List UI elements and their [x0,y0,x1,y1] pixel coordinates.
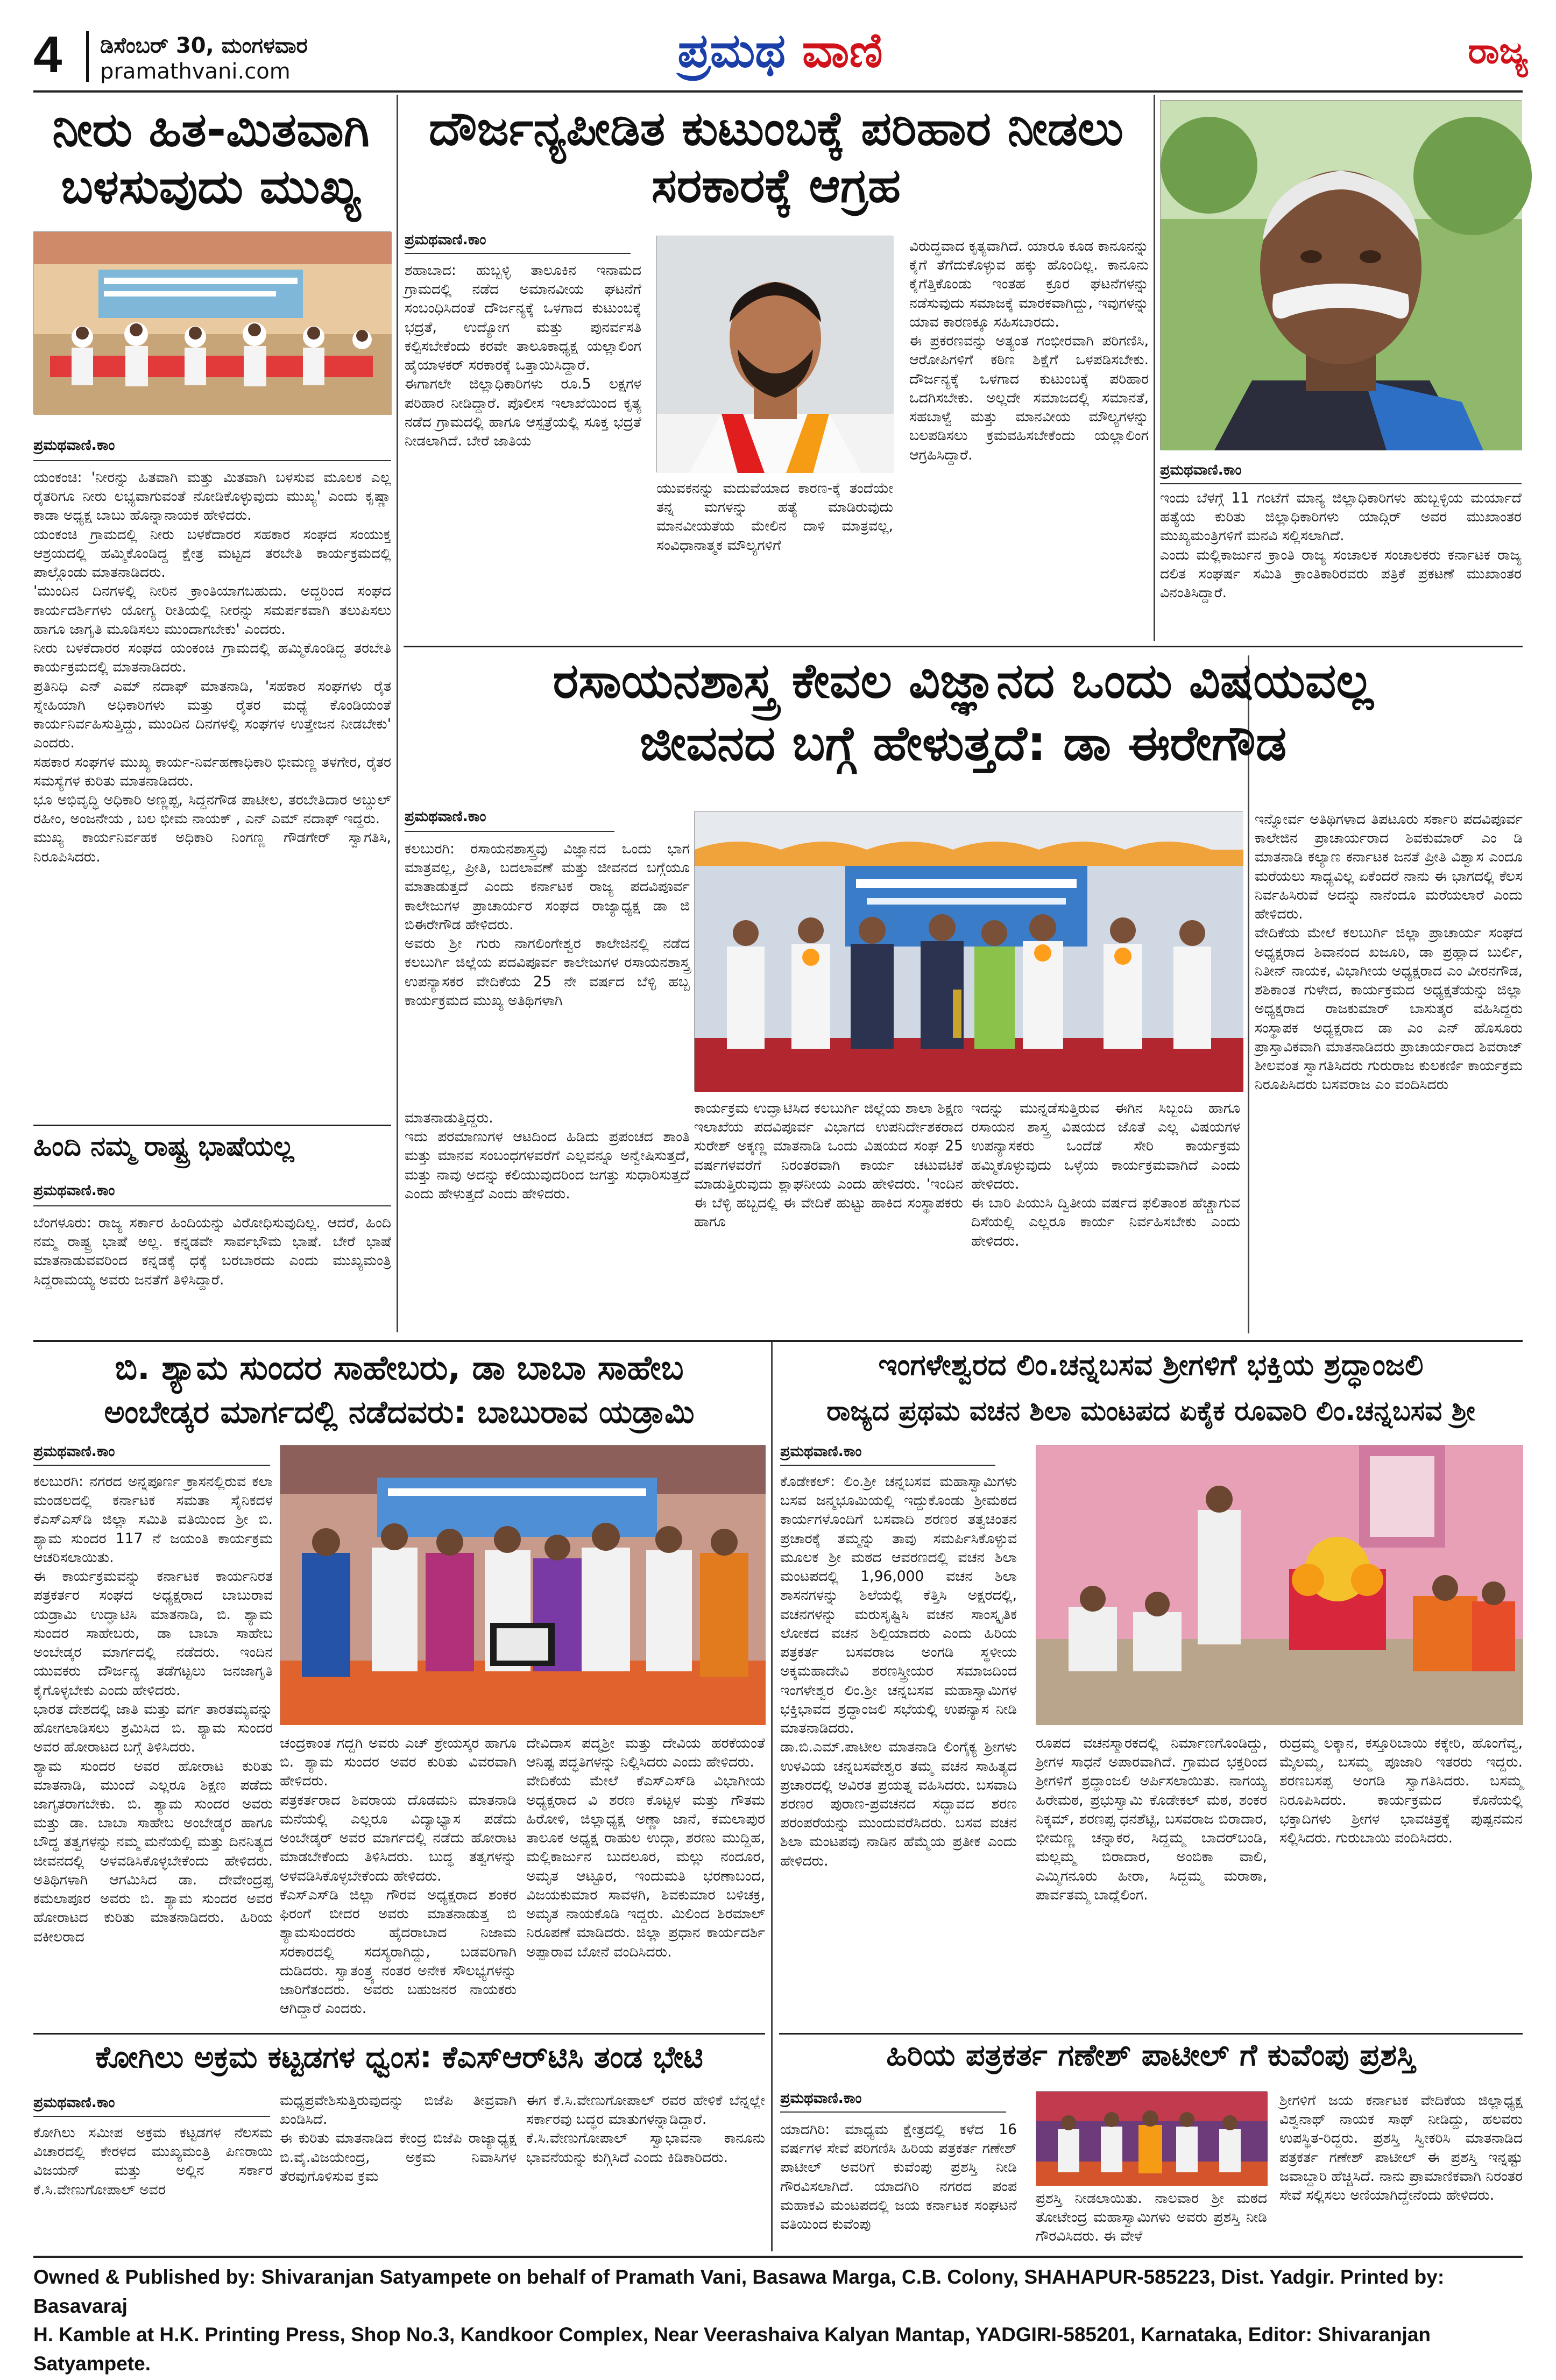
footer-imprint [33,2263,1523,2375]
chemistry-col3: ಇದನ್ನು ಮುನ್ನಡೆಸುತ್ತಿರುವ ಈಗಿನ ಸಿಬ್ಬಂದಿ ಹಾಗೂ ರಸಾಯನ ಶಾಸ್ತ್ರ ವಿಷಯದ ಜೊತೆ ಎಲ್ಲ ವಿಷಯಗಳ ಉಪನ್ಯಾಸಕರು ಒಂದೆಡೆ ಸೇರಿ ಕಾರ್ಯಕ್ರಮ ಹಮ್ಮಿಕೊಳ್ಳುವುದು ಒಳ್ಳೆಯ ಕಾರ್ಯಕ್ರಮವಾಗಿದೆ ಎಂದು ಹೇಳಿದರು. ಈ ಬಾರಿ ಪಿಯುಸಿ ದ್ವಿತೀಯ ವರ್ಷದ ಫಲಿತಾಂಶ ಹೆಚ್ಚಾಗುವ ದಿಸೆಯಲ್ಲಿ ಎಲ್ಲರೂ ಕಾರ್ಯ ನಿರ್ವಹಿಸಬೇಕು ಎಂದು ಹೇಳಿದರು. [971,1100,1240,1249]
hindi-headline: ಹಿಂದಿ ನಮ್ಮ ರಾಷ್ಟ್ರ ಭಾಷೆಯಲ್ಲ [33,1131,294,1162]
kogilu-col2: ಮಧ್ಯಪ್ರವೇಶಿಸುತ್ತಿರುವುದನ್ನು ಬಿಜೆಪಿ ತೀವ್ರವಾಗಿ ಖಂಡಿಸಿದೆ. ಈ ಕುರಿತು ಮಾತನಾಡಿದ ಕೇಂದ್ರ ಬಿಜೆಪಿ ರಾಜ್ಯಾಧ್ಯಕ್ಷ ಬಿ.ವೈ.ವಿಜಯೇಂದ್ರ, ಅಕ್ರಮ ನಿವಾಸಿಗಳ ತೆರವುಗೊಳಿಸುವ ಕ್ರಮ [280,2092,517,2185]
kogilu-col3: ಈಗ ಕೆ.ಸಿ.ವೇಣುಗೋಪಾಲ್ ರವರ ಹೇಳಿಕೆ ಬೆನ್ನಲ್ಲೇ ಸರ್ಕಾರವು ಬದ್ಧರ ಮಾತುಗಳನ್ನಾಡಿದ್ದಾರೆ. ಕೆ.ಸಿ.ವೇಣುಗೋಪಾಲ್ ಸ್ವಾಭಾವನಾ ಕಾನೂನು ಭಾವನೆಯನ್ನು ಕುಗ್ಗಿಸಿದೆ ಎಂದು ಕಿಡಿಕಾರಿದರು. [526,2092,765,2166]
channabasava-byline: ಪ್ರಮಥವಾಣಿ.ಕಾಂ [780,1443,862,1460]
water-headline: ನೀರು ಹಿತ-ಮಿತವಾಗಿ ಬಳಸುವುದು ಮುಖ್ಯ [52,102,370,214]
atrocity-headline: ದೌರ್ಜನ್ಯಪೀಡಿತ ಕುಟುಂಬಕ್ಕೆ ಪರಿಹಾರ ನೀಡಲು ಸರಕಾರಕ್ಕೆ ಆಗ್ರಹ [429,101,1123,213]
ganesh-headline: ಹಿರಿಯ ಪತ್ರಕರ್ತ ಗಣೇಶ್ ಪಾಟೀಲ್ ಗೆ ಕುವೆಂಪು ಪ್ರಶಸ್ತಿ [886,2038,1416,2073]
shyam-col1: ಕಲಬುರಗಿ: ನಗರದ ಅನ್ನಪೂರ್ಣ ಕ್ರಾಸನಲ್ಲಿರುವ ಕಲಾ ಮಂಡಲದಲ್ಲಿ ಕರ್ನಾಟಕ ಸಮತಾ ಸೈನಿಕದಳ ಕೆಎಸ್ಎಸ್‌ಡಿ ಜಿಲ್ಲಾ ಸಮಿತಿ ವತಿಯಿಂದ ಶ್ರೀ ಬಿ. ಶ್ಯಾಮ ಸುಂದರ 117 ನೆ ಜಯಂತಿ ಕಾರ್ಯಕ್ರಮ ಆಚರಿಸಲಾಯಿತು. ಈ ಕಾರ್ಯಕ್ರಮವನ್ನು ಕರ್ನಾಟಕ ಕಾರ್ಯನಿರತ ಪತ್ರಕರ್ತರ ಸಂಘದ ಅಧ್ಯಕ್ಷರಾದ ಬಾಬುರಾವ ಯಡ್ರಾಮಿ ಉದ್ಘಾಟಿಸಿ ಮಾತನಾಡಿ, ಬಿ. ಶ್ಯಾಮ ಸುಂದರ ಸಾಹೇಬರು, ಡಾ ಬಾಬಾ ಸಾಹೇಬ ಅಂಬೇಡ್ಕರ ಮಾರ್ಗದಲ್ಲಿ ನಡೆದರು. ಇಂದಿನ ಯುವಕರು ದೌರ್ಜನ್ಯ ತಡೆಗಟ್ಟಲು ಜನಜಾಗೃತಿ ಕೈಗೊಳ್ಳಬೇಕು ಎಂದು ಹೇಳಿದರು. ಭಾರತ ದೇಶದಲ್ಲಿ ಜಾತಿ ಮತ್ತು ವರ್ಗ ತಾರತಮ್ಯವನ್ನು ಹೋಗಲಾಡಿಸಲು ಶ್ರಮಿಸಿದ ಬಿ. ಶ್ಯಾಮ ಸುಂದರ ಅವರ ಹೋರಾಟದ ಬಗ್ಗೆ ತಿಳಿಸಿದರು. ಶ್ಯಾಮ ಸುಂದರ ಅವರ ಹೋರಾಟ ಕುರಿತು ಮಾತನಾಡಿ, ಮುಂದೆ ಎಲ್ಲರೂ ಶಿಕ್ಷಣ ಪಡೆದು ಜಾಗೃತರಾಗಬೇಕು. ಬಿ. ಶ್ಯಾಮ ಸುಂದರ ಅವರು ಮತ್ತು ಡಾ. ಬಾಬಾ ಸಾಹೇಬ ಅಂಬೇಡ್ಕರ ಹಾಗೂ ಬೌದ್ಧ ತತ್ವಗಳನ್ನು ನಮ್ಮ ಮನೆಯಲ್ಲಿ ಮತ್ತು ದಿನನಿತ್ಯದ ಜೀವನದಲ್ಲಿ ಅಳವಡಿಸಿಕೊಳ್ಳಬೇಕೆಂದು ಹೇಳಿದರು. ಅತಿಥಿಗಳಾಗಿ ಆಗಮಿಸಿದ ಡಾ. ದೇವೇಂದ್ರಪ್ಪ ಕಮಲಾಪೂರ ಅವರು ಬಿ. ಶ್ಯಾಮ ಸುಂದರ ಅವರ ಹೋರಾಟದ ಕುರಿತು ಮಾತನಾಡಿದರು. ಹಿರಿಯ ವಕೀಲರಾದ [33,1473,273,1945]
shyam-headline-line2: ಅಂಬೇಡ್ಕರ ಮಾರ್ಗದಲ್ಲಿ ನಡೆದವರು: ಬಾಬುರಾವ ಯಡ್ರಾಮಿ [104,1394,695,1430]
shyam-col3: ದೇವಿದಾಸ ಪದ್ಮಶ್ರೀ ಮತ್ತು ದೇವಿಯ ಹರಕೆಯಂತೆ ಆನಿಷ್ಟ ಪದ್ಧತಿಗಳನ್ನು ನಿಲ್ಲಿಸಿದರು ಎಂದು ಹೇಳಿದರು. ವೇದಿಕೆಯ ಮೇಲೆ ಕೆಎಸ್ಎಸ್‌ಡಿ ವಿಭಾಗೀಯ ಅಧ್ಯಕ್ಷರಾದ ವಿ ಶರಣ ಕೊಟ್ಟಳ ಮತ್ತು ಗೌತಮ ಹಿರೋಳಿ, ಜಿಲ್ಲಾಧ್ಯಕ್ಷ ಅಣ್ಣಾ ಜಾನೆ, ಕಮಲಾಪುರ ತಾಲೂಕ ಅಧ್ಯಕ್ಷ ರಾಹುಲ ಉದ್ಗಾ, ಶರಣು ಮುದ್ದಿಹ, ಮಲ್ಲಿಕಾರ್ಜುನ ಬುದಲೂರ, ಮಲ್ಲು ನಂದೂರ, ಅಮೃತ ಆಟ್ಟೂರ, ಇಂದುಮತಿ ಭರಣಾಬಂದ, ವಿಜಯಕುಮಾರ ಸಾವಳಗಿ, ಶಿವಕುಮಾರ ಬಳಿಚಕ್ರ, ಅಮೃತ ನಾಯಕೊಡಿ ಇದ್ದರು. ಮಿಲಿಂದ ಶಿರಮಾಲ್ ನಿರೂಪಣೆ ಮಾಡಿದರು. ಜಿಲ್ಲಾ ಪ್ರಧಾನ ಕಾರ್ಯದರ್ಶಿ ಅಪ್ಪಾರಾವ ಬೋನೆ ವಂದಿಸಿದರು. [526,1735,765,1960]
shyam-byline: ಪ್ರಮಥವಾಣಿ.ಕಾಂ [33,1443,115,1460]
channabasava-col1: ಕೊಡೇಕಲ್: ಲಿಂ.ಶ್ರೀ ಚನ್ನಬಸವ ಮಹಾಸ್ವಾಮಿಗಳು ಬಸವ ಜನ್ಮಭೂಮಿಯಲ್ಲಿ ಇದ್ದುಕೊಂಡು ಶ್ರೀಮಠದ ಕಾರ್ಯಗಳೊಂದಿಗೆ ಬಸವಾದಿ ಶರಣರ ತತ್ವಚಿಂತನ ಪ್ರಚಾರಕ್ಕೆ ತಮ್ಮನ್ನು ತಾವು ಸಮರ್ಪಿಸಿಕೊಳ್ಳುವ ಮೂಲಕ ಶ್ರೀ ಮಠದ ಆವರಣದಲ್ಲಿ ವಚನ ಶಿಲಾ ಮಂಟಪದಲ್ಲಿ 1,96,000 ವಚನ ಶಿಲಾ ಶಾಸನಗಳನ್ನು ಶಿಲೆಯಲ್ಲಿ ಕೆತ್ತಿಸಿ ಅಕ್ಷರದಲ್ಲಿ, ವಚನಗಳನ್ನು ಮರುಸೃಷ್ಟಿಸಿ ವಚನ ಸಾಂಸ್ಕೃತಿಕ ಲೋಕದ ವಚನ ಶಿಲ್ಪಿಯಾದರು ಎಂದು ಹಿರಿಯ ಪತ್ರಕರ್ತ ಬಸವರಾಜ ಅಂಗಡಿ ಸ್ಥಳೀಯ ಅಕ್ಕಮಹಾದೇವಿ ಶರಣಸ್ತ್ರೀಯರ ಸಮಾಜದಿಂದ ಇಂಗಳೇಶ್ವರ ಲಿಂ.ಶ್ರೀ ಚನ್ನಬಸವ ಮಹಾಸ್ವಾಮಿಗಳ ಭಕ್ತಿಭಾವದ ಶ್ರದ್ಧಾಂಜಲಿ ಸಭೆಯಲ್ಲಿ ಉಪನ್ಯಾಸ ನೀಡಿ ಮಾತನಾಡಿದರು. ಡಾ.ಬಿ.ಎಮ್.ಪಾಟೀಲ ಮಾತನಾಡಿ ಲಿಂಗೈಕ್ಯ ಶ್ರೀಗಳು ಉಳವಿಯ ಚನ್ನಬಸವೇಶ್ವರ ತಮ್ಮ ವಚನ ಸಾಹಿತ್ಯದ ಪ್ರಚಾರದಲ್ಲಿ ಅವಿರತ ಪ್ರಯತ್ನ ವಹಿಸಿದರು. ಬಸವಾದಿ ಶರಣರ ಪುರಾಣ-ಪ್ರವಚನದ ಸದ್ಭಾವದ ಶರಣ ಪರಂಪರೆಯನ್ನು ಮುಂದುವರೆಸಿದರು. ಬಸವ ವಚನ ಶಿಲಾ ಮಂಟಪವು ನಾಡಿನ ಹೆಮ್ಮೆಯ ಪ್ರತೀಕ ಎಂದು ಹೇಳಿದರು. [780,1473,1017,1869]
masthead-part1: ಪ್ರಮಥ [677,23,786,78]
atrocity-byline: ಪ್ರಮಥವಾಣಿ.ಕಾಂ [405,231,486,248]
shyam-col2: ಚಂದ್ರಕಾಂತ ಗದ್ದಗಿ ಅವರು ಎಚ್ ಶ್ರೇಯಸ್ಕರ ಹಾಗೂ ಬಿ. ಶ್ಯಾಮ ಸುಂದರ ಅವರ ಕುರಿತು ವಿವರವಾಗಿ ಹೇಳಿದರು. ಪತ್ರಕರ್ತರಾದ ಶಿವರಾಯ ದೊಡಮನಿ ಮಾತನಾಡಿ ಮನೆಯಲ್ಲಿ ಎಲ್ಲರೂ ವಿದ್ಯಾಭ್ಯಾಸ ಪಡೆದು ಅಂಬೇಡ್ಕರ್ ಅವರ ಮಾರ್ಗದಲ್ಲಿ ನಡೆದು ಹೋರಾಟ ಮಾಡಬೇಕೆಂದು ತಿಳಿಸಿದರು. ಬುದ್ಧ ತತ್ವಗಳನ್ನು ಅಳವಡಿಸಿಕೊಳ್ಳಬೇಕೆಂದು ಹೇಳಿದರು. ಕೆಎಸ್ಎಸ್‌ಡಿ ಜಿಲ್ಲಾ ಗೌರವ ಅಧ್ಯಕ್ಷರಾದ ಶಂಕರ ಫಿರಂಗೆ ಬೀದರ ಅವರು ಮಾತನಾಡುತ್ತ ಬಿ ಶ್ಯಾಮಸುಂದರರು ಹೈದರಾಬಾದ ನಿಜಾಮ ಸರಕಾರದಲ್ಲಿ ಸದಸ್ಯರಾಗಿದ್ದು, ಬಡವರಿಗಾಗಿ ದುಡಿದರು. ಸ್ವಾತಂತ್ರ್ಯ ನಂತರ ಅನೇಕ ಸೌಲಭ್ಯಗಳನ್ನು ಜಾರಿಗೆತಂದರು. ಅವರು ಬಹುಜನರ ನಾಯಕರು ಆಗಿದ್ದಾರೆ ಎಂದರು. [280,1735,517,2017]
ganesh-col3: ಶ್ರೀಗಳಿಗೆ ಜಯ ಕರ್ನಾಟಕ ವೇದಿಕೆಯ ಜಿಲ್ಲಾಧ್ಯಕ್ಷ ವಿಶ್ವನಾಥ್ ನಾಯಕ ಸಾಥ್ ನೀಡಿದ್ದು, ಹಲವರು ಉಪಸ್ಥಿತ-ರಿದ್ದರು. ಪ್ರಶಸ್ತಿ ಸ್ವೀಕರಿಸಿ ಮಾತನಾಡಿದ ಪತ್ರಕರ್ತ ಗಣೇಶ್ ಪಾಟೀಲ್ ಈ ಪ್ರಶಸ್ತಿ ಇನ್ನಷ್ಟು ಜವಾಬ್ದಾರಿ ಹೆಚ್ಚಿಸಿದೆ. ನಾನು ಪ್ರಾಮಾಣಿಕವಾಗಿ ನಿರಂತರ ಸೇವೆ ಸಲ್ಲಿಸಲು ಅಣಿಯಾಗಿದ್ದೇನೆಂದು ಹೇಳಿದರು. [1279,2092,1523,2204]
chemistry-col1b: ಮಾತನಾಡುತ್ತಿದ್ದರು. ಇದು ಪರಮಾಣುಗಳ ಆಟದಿಂದ ಹಿಡಿದು ಪ್ರಪಂಚದ ಶಾಂತಿ ಮತ್ತು ಮಾನವ ಸಂಬಂಧಗಳವರೆಗೆ ಎಲ್ಲವನ್ನೂ ಅನ್ವೇಷಿಸುತ್ತದೆ, ಮತ್ತು ನಾವು ಅದನ್ನು ಕಲಿಯುವುದರಿಂದ ಜಗತ್ತು ಸುಧಾರಿಸುತ್ತದೆ ಎಂದು ಹೇಳುತ್ತದೆ ಎಂದು ಹೇಳಿದರು. [405,1110,690,1202]
ganesh-award-photo [1036,2091,1267,2185]
kogilu-headline: ಕೋಗಿಲು ಅಕ್ರಮ ಕಟ್ಟಡಗಳ ಧ್ವಂಸ: ಕೆಎಸ್‌ಆರ್‌ಟಿಸಿ ತಂಡ ಭೇಟಿ [95,2040,703,2075]
header [0,0,1556,84]
kogilu-col1: ಕೋಗಿಲು ಸಮೀಪ ಅಕ್ರಮ ಕಟ್ಟಡಗಳ ನೆಲಸಮ ವಿಚಾರದಲ್ಲಿ ಕೇರಳದ ಮುಖ್ಯಮಂತ್ರಿ ಪಿಣರಾಯಿ ವಿಜಯನ್ ಮತ್ತು ಅಲ್ಲಿನ ಸರ್ಕಾರ ಕೆ.ಸಿ.ವೇಣುಗೋಪಾಲ್ ಅವರ [33,2124,273,2198]
atrocity-col2: ಯುವಕನನ್ನು ಮದುವೆಯಾದ ಕಾರಣ-ಕ್ಕೆ ತಂದೆಯೇ ತನ್ನ ಮಗಳನ್ನು ಹತ್ಯೆ ಮಾಡಿರುವುದು ಮಾನವೀಯತೆಯ ಮೇಲಿನ ದಾಳಿ ಮಾತ್ರವಲ್ಲ, ಸಂವಿಧಾನಾತ್ಮಕ ಮೌಲ್ಯಗಳಿಗೆ [656,480,893,554]
atrocity-portrait-photo [656,236,893,472]
ganesh-col2: ಪ್ರಶಸ್ತಿ ನೀಡಲಾಯಿತು. ನಾಲವಾರ ಶ್ರೀ ಮಠದ ತೋಟೇಂದ್ರ ಮಹಾಸ್ವಾಮಿಗಳು ಅವರು ಪ್ರಶಸ್ತಿ ನೀಡಿ ಗೌರವಿಸಿದರು. ಈ ವೇಳೆ [1036,2190,1267,2245]
hindi-body: ಬೆಂಗಳೂರು: ರಾಜ್ಯ ಸರ್ಕಾರ ಹಿಂದಿಯನ್ನು ವಿರೋಧಿಸುವುದಿಲ್ಲ. ಆದರೆ, ಹಿಂದಿ ನಮ್ಮ ರಾಷ್ಟ್ರ ಭಾಷೆ ಅಲ್ಲ. ಕನ್ನಡವೇ ಸಾರ್ವಭೌಮ ಭಾಷೆ. ಬೇರೆ ಭಾಷೆ ಮಾತನಾಡುವವರಿಂದ ಕನ್ನಡಕ್ಕೆ ಧಕ್ಕೆ ಬರಬಾರದು ಎಂದು ಮುಖ್ಯಮಂತ್ರಿ ಸಿದ್ದರಾಮಯ್ಯ ಅವರು ಜನತೆಗೆ ತಿಳಿಸಿದ್ದಾರೆ. [33,1214,391,1288]
ganesh-byline: ಪ್ರಮಥವಾಣಿ.ಕಾಂ [780,2090,862,2107]
channabasava-ceremony-photo [1036,1445,1523,1725]
elderly-man-photo [1160,100,1522,450]
masthead-logo [570,23,990,81]
portrait-byline: ಪ್ರಮಥವಾಣಿ.ಕಾಂ [1160,462,1242,478]
issue-date: ಡಿಸೆಂಬರ್ 30, ಮಂಗಳವಾರ [100,33,308,58]
channabasava-col3: ರುದ್ರಮ್ಮ ಲಕ್ಕಾನ, ಕಸ್ತೂರಿಬಾಯಿ ಕಕ್ಕೇರಿ, ಹೊಂಗೆವ್ವ, ಮೈಲಮ್ಮ, ಬಸಮ್ಮ ಪೂಜಾರಿ ಇತರರು ಇದ್ದರು. ಶರಣಬಸಪ್ಪ ಅಂಗಡಿ ಸ್ವಾಗತಿಸಿದರು. ಬಸಮ್ಮ ನಿರೂಪಿಸಿದರು. ಕಾರ್ಯಕ್ರಮದ ಕೊನೆಯಲ್ಲಿ ಭಕ್ತಾದಿಗಳು ಶ್ರೀಗಳ ಭಾವಚಿತ್ರಕ್ಕೆ ಪುಷ್ಪನಮನ ಸಲ್ಲಿಸಿದರು. ಗುರುಬಾಯಿ ವಂದಿಸಿದರು. [1279,1735,1523,1847]
chemistry-byline: ಪ್ರಮಥವಾಣಿ.ಕಾಂ [405,808,486,825]
atrocity-col1: ಶಹಾಬಾದ: ಹುಬ್ಬಳ್ಳಿ ತಾಲೂಕಿನ ಇನಾಮದ ಗ್ರಾಮದಲ್ಲಿ ನಡೆದ ಅಮಾನವೀಯ ಘಟನೆಗೆ ಸಂಬಂಧಿಸಿದಂತೆ ದೌರ್ಜನ್ಯಕ್ಕೆ ಒಳಗಾದ ಕುಟುಂಬಕ್ಕೆ ಭದ್ರತೆ, ಉದ್ಯೋಗ ಮತ್ತು ಪುನರ್ವಸತಿ ಕಲ್ಪಿಸಬೇಕೆಂದು ಕರವೇ ತಾಲೂಕಾಧ್ಯಕ್ಷ ಯಲ್ಲಾಲಿಂಗ ಹೈಯಾಳಕರ್ ಸರಕಾರಕ್ಕೆ ಒತ್ತಾಯಿಸಿದ್ದಾರೆ. ಈಗಾಗಲೇ ಜಿಲ್ಲಾಧಿಕಾರಿಗಳು ರೂ.5 ಲಕ್ಷಗಳ ಪರಿಹಾರ ನೀಡಿದ್ದಾರೆ. ಪೊಲೀಸ ಇಲಾಖೆಯಿಂದ ಕೃತ್ಯ ನಡೆದ ಗ್ರಾಮದಲ್ಲಿ ಹಾಗೂ ಆಸ್ಪತ್ರೆಯಲ್ಲಿ ಸೂಕ್ತ ಭದ್ರತೆ ನೀಡಲಾಗಿದೆ. ಬೇರೆ ಜಾತಿಯ [405,262,641,450]
masthead-part2: ವಾಣಿ [802,23,883,78]
chemistry-event-photo [694,811,1243,1091]
water-body: ಯಂಕಂಚಿ: 'ನೀರನ್ನು ಹಿತವಾಗಿ ಮತ್ತು ಮಿತವಾಗಿ ಬಳಸುವ ಮೂಲಕ ಎಲ್ಲ ರೈತರಿಗೂ ನೀರು ಲಭ್ಯವಾಗುವಂತೆ ನೋಡಿಕೊಳ್ಳುವುದು ಮುಖ್ಯ' ಎಂದು ಕೃಷ್ಣಾ ಕಾಡಾ ಅಧ್ಯಕ್ಷ ಬಾಬು ಹೊನ್ನಾನಾಯಕ ಹೇಳಿದರು. ಯಂಕಂಚಿ ಗ್ರಾಮದಲ್ಲಿ ನೀರು ಬಳಕೆದಾರರ ಸಹಕಾರ ಸಂಘದ ಸಂಯುಕ್ತ ಆಶ್ರಯದಲ್ಲಿ ಹಮ್ಮಿಕೊಂಡಿದ್ದ ಕ್ಷೇತ್ರ ಮಟ್ಟದ ತರಬೇತಿ ಕಾರ್ಯಕ್ರಮದಲ್ಲಿ ಪಾಲ್ಗೊಂಡು ಮಾತನಾಡಿದರು. 'ಮುಂದಿನ ದಿನಗಳಲ್ಲಿ ನೀರಿನ ಕ್ರಾಂತಿಯಾಗಬಹುದು. ಅದ್ದರಿಂದ ಸಂಘದ ಕಾರ್ಯದರ್ಶಿಗಳು ಯೋಗ್ಯ ರೀತಿಯಲ್ಲಿ ನೀರನ್ನು ಸಮರ್ಪಕವಾಗಿ ತಲುಪಿಸಲು ಹಾಗೂ ಜಾಗೃತಿ ಮೂಡಿಸಲು ಮುಂದಾಗಬೇಕು' ಎಂದರು. ನೀರು ಬಳಕೆದಾರರ ಸಂಘದ ಯಂಕಂಚಿ ಗ್ರಾಮದಲ್ಲಿ ಹಮ್ಮಿಕೊಂಡಿದ್ದ ತರಬೇತಿ ಕಾರ್ಯಕ್ರಮದಲ್ಲಿ ಮಾತನಾಡಿದರು. ಪ್ರತಿನಿಧಿ ಎನ್ ಎಮ್ ನದಾಫ್ ಮಾತನಾಡಿ, 'ಸಹಕಾರ ಸಂಘಗಳು ರೈತ ಸ್ನೇಹಿಯಾಗಿ ಅಧಿಕಾರಿಗಳು ಮತ್ತು ರೈತರ ಮಧ್ಯೆ ಕೊಂಡಿಯಂತೆ ಕಾರ್ಯನಿರ್ವಹಿಸುತ್ತಿದ್ದು, ಮುಂದಿನ ದಿನಗಳಲ್ಲಿ ಸಂಘಗಳ ಉತ್ತೇಜನ ನೀಡಬೇಕು' ಎಂದರು. ಸಹಕಾರ ಸಂಘಗಳ ಮುಖ್ಯ ಕಾರ್ಯ-ನಿರ್ವಹಣಾಧಿಕಾರಿ ಭೀಮಣ್ಣ ತಳಗೇರ, ರೈತರ ಸಮಸ್ಯೆಗಳ ಕುರಿತು ಮಾತನಾಡಿದರು. ಭೂ ಅಭಿವೃದ್ಧಿ ಅಧಿಕಾರಿ ಅಣ್ಣಪ್ಪ, ಸಿದ್ದನಗೌಡ ಪಾಟೀಲ, ತರಬೇತಿದಾರ ಅಬ್ದುಲ್ ರಹೀಂ, ಅಂಜನೇಯ , ಬಲ ಭೀಮ ನಾಯಕ್ , ಎನ್ ಎಮ್ ನದಾಫ್ ಇದ್ದರು. ಮುಖ್ಯ ಕಾರ್ಯನಿರ್ವಹಕ ಅಧಿಕಾರಿ ನಿಂಗಣ್ಣ ಗೌಡಗೇರ್ ಸ್ವಾಗತಿಸಿ, ನಿರೂಪಿಸಿದರು. [33,469,391,865]
kogilu-byline: ಪ್ರಮಥವಾಣಿ.ಕಾಂ [33,2094,115,2111]
channabasava-headline-line2: ರಾಜ್ಯದ ಪ್ರಥಮ ವಚನ ಶಿಲಾ ಮಂಟಪದ ಏಕೈಕ ರೂವಾರಿ ಲಿಂ.ಚನ್ನಬಸವ ಶ್ರೀ [826,1395,1475,1426]
page-number: 4 [33,26,62,83]
footer-line1: Owned & Published by: Shivaranjan Satyampete on behalf of Pramath Vani, Basawa Marga, C.B. Colony, SHAHAPUR-585223, Dist. Yadgir. Printed by: Basavaraj [33,2266,1445,2317]
portrait-body: ಇಂದು ಬೆಳಗ್ಗೆ 11 ಗಂಟೆಗೆ ಮಾನ್ಯ ಜಿಲ್ಲಾಧಿಕಾರಿಗಳು ಹುಬ್ಬಳ್ಳಿಯ ಮರ್ಯಾದೆ ಹತ್ಯೆಯ ಕುರಿತು ಜಿಲ್ಲಾಧಿಕಾರಿಗಳು ಯಾದ್ಗಿರ್ ಅವರ ಮುಖಾಂತರ ಮುಖ್ಯಮಂತ್ರಿಗಳಿಗೆ ಮನವಿ ಸಲ್ಲಿಸಲಾಗಿದೆ. ಎಂದು ಮಲ್ಲಿಕಾರ್ಜುನ ಕ್ರಾಂತಿ ರಾಜ್ಯ ಸಂಚಾಲಕ ಸಂಚಾಲಕರು ಕರ್ನಾಟಕ ರಾಜ್ಯ ದಲಿತ ಸಂಘರ್ಷ ಸಮಿತಿ ಕ್ರಾಂತಿಕಾರಿರವರು ಪತ್ರಿಕೆ ಪ್ರಕಟಣೆ ಮುಖಾಂತರ ವಿನಂತಿಸಿದ್ದಾರೆ. [1160,490,1522,602]
chemistry-col2: ಕಾರ್ಯಕ್ರಮ ಉದ್ಘಾಟಿಸಿದ ಕಲಬುರ್ಗಿ ಜಿಲ್ಲೆಯ ಶಾಲಾ ಶಿಕ್ಷಣ ಇಲಾಖೆಯ ಪದವಿಪೂರ್ವ ವಿಭಾಗದ ಉಪನಿರ್ದೇಶಕರಾದ ಸುರೇಶ್ ಅಕ್ಕಣ್ಣ ಮಾತನಾಡಿ ಒಂದು ವಿಷಯದ ಸಂಘ 25 ವರ್ಷಗಳವರೆಗೆ ನಿರಂತರವಾಗಿ ಕಾರ್ಯ ಚಟುವಟಿಕೆ ಮಾಡುತ್ತಿರುವುದು ಶ್ಲಾಘನೀಯ ಎಂದು ಹೇಳಿದರು. 'ಇಂದಿನ ಈ ಬೆಳ್ಳಿ ಹಬ್ಬದಲ್ಲಿ ಈ ವೇದಿಕೆ ಹುಟ್ಟು ಹಾಕಿದ ಸಂಸ್ಥಾಪಕರು ಹಾಗೂ [694,1100,963,1231]
water-meeting-photo [33,231,391,414]
chemistry-col4: ಇನ್ನೋರ್ವ ಅತಿಥಿಗಳಾದ ತಿಪಟೂರು ಸರ್ಕಾರಿ ಪದವಿಪೂರ್ವ ಕಾಲೇಜಿನ ಪ್ರಾಚಾರ್ಯರಾದ ಶಿವಕುಮಾರ್ ಎಂ ಡಿ ಮಾತನಾಡಿ ಕಲ್ಯಾಣ ಕರ್ನಾಟಕ ಜನತೆ ಪ್ರೀತಿ ವಿಶ್ವಾಸ ಎಂದೂ ಮರೆಯಲು ಸಾಧ್ಯವಿಲ್ಲ ಏಕೆಂದರೆ ನಾನು ಈ ಭಾಗದಲ್ಲಿ ಕೆಲಸ ನಿರ್ವಹಿಸಿರುವೆ ಅದನ್ನು ನಾನೆಂದೂ ಮರೆಯಲಾರೆ ಎಂದು ಹೇಳಿದರು. ವೇದಿಕೆಯ ಮೇಲೆ ಕಲಬುರ್ಗಿ ಜಿಲ್ಲಾ ಪ್ರಾಚಾರ್ಯ ಸಂಘದ ಅಧ್ಯಕ್ಷರಾದ ಶಿವಾನಂದ ಖಜೂರಿ, ಡಾ ಪ್ರಹ್ಲಾದ ಬುರ್ಲಿ, ನಿತೀನ್ ನಾಯಕ, ವಿಭಾಗೀಯ ಅಧ್ಯಕ್ಷರಾದ ಎಂ ವೀರನಗೌಡ, ಶಶಿಕಾಂತ ಗುಳೇದ, ಕಾರ್ಯಕ್ರಮದ ಅಧ್ಯಕ್ಷತೆಯನ್ನು ಜಿಲ್ಲಾ ಅಧ್ಯಕ್ಷರಾದ ರಾಜಕುಮಾರ್ ಬಾಸುತ್ಕರ ವಹಿಸಿದ್ದರು ಸಂಸ್ಥಾಪಕ ಅಧ್ಯಕ್ಷರಾದ ಡಾ ಎಂ ಎನ್ ಹೊಸೂರು ಪ್ರಾಸ್ತಾವಿಕವಾಗಿ ಮಾತನಾಡಿದರು ಪ್ರಾಚಾರ್ಯರಾದ ಶಿವರಾಜ್ ಶೀಲವಂತ ಸ್ವಾಗತಿಸಿದರು ಗುರುರಾಜ ಕುಲಕರ್ಣಿ ಕಾರ್ಯಕ್ರಮ ನಿರೂಪಿಸಿದರು ಬಸವರಾಜ ಎಂ ವಂದಿಸಿದರು [1255,811,1523,1093]
water-byline: ಪ್ರಮಥವಾಣಿ.ಕಾಂ [33,437,115,454]
atrocity-col3: ವಿರುದ್ಧವಾದ ಕೃತ್ಯವಾಗಿದೆ. ಯಾರೂ ಕೂಡ ಕಾನೂನನ್ನು ಕೈಗೆ ತೆಗೆದುಕೊಳ್ಳುವ ಹಕ್ಕು ಹೊಂದಿಲ್ಲ. ಕಾನೂನು ಕೈಗೆತ್ತಿಕೊಂಡು ಇಂತಹ ಕ್ರೂರ ಘಟನೆಗಳನ್ನು ನಡೆಸುವುದು ಸಮಾಜಕ್ಕೆ ಮಾರಕವಾಗಿದ್ದು, ಇವುಗಳನ್ನು ಯಾವ ಕಾರಣಕ್ಕೂ ಸಹಿಸಬಾರದು. ಈ ಪ್ರಕರಣವನ್ನು ಅತ್ಯಂತ ಗಂಭೀರವಾಗಿ ಪರಿಗಣಿಸಿ, ಆರೋಪಿಗಳಿಗೆ ಕಠಿಣ ಶಿಕ್ಷೆಗೆ ಒಳಪಡಿಸಬೇಕು. ದೌರ್ಜನ್ಯಕ್ಕೆ ಒಳಗಾದ ಕುಟುಂಬಕ್ಕೆ ಪರಿಹಾರ ಒದಗಿಸಬೇಕು. ಅಲ್ಲದೇ ಸಮಾಜದಲ್ಲಿ ಸಮಾನತೆ, ಸಹಬಾಳ್ವೆ ಮತ್ತು ಮಾನವೀಯ ಮೌಲ್ಯಗಳನ್ನು ಬಲಪಡಿಸಲು ಕ್ರಮವಹಿಸಬೇಕೆಂದು ಯಲ್ಲಾಲಿಂಗ ಆಗ್ರಹಿಸಿದ್ದಾರೆ. [909,238,1149,463]
channabasava-headline-line1: ಇಂಗಳೇಶ್ವರದ ಲಿಂ.ಚನ್ನಬಸವ ಶ್ರೀಗಳಿಗೆ ಭಕ್ತಿಯ ಶ್ರದ್ಧಾಂಜಲಿ [878,1348,1424,1382]
ganesh-col1: ಯಾದಗಿರಿ: ಮಾಧ್ಯಮ ಕ್ಷೇತ್ರದಲ್ಲಿ ಕಳೆದ 16 ವರ್ಷಗಳ ಸೇವೆ ಪರಿಗಣಿಸಿ ಹಿರಿಯ ಪತ್ರಕರ್ತ ಗಣೇಶ್ ಪಾಟೀಲ್ ಅವರಿಗೆ ಕುವೆಂಪು ಪ್ರಶಸ್ತಿ ನೀಡಿ ಗೌರವಿಸಲಾಗಿದೆ. ಯಾದಗಿರಿ ನಗರದ ಪಂಪ ಮಹಾಕವಿ ಮಂಟಪದಲ್ಲಿ ಜಯ ಕರ್ನಾಟಕ ಸಂಘಟನೆ ವತಿಯಿಂದ ಕುವೆಂಪು [780,2121,1017,2233]
chemistry-headline-line2: ಜೀವನದ ಬಗ್ಗೆ ಹೇಳುತ್ತದೆ: ಡಾ ಈರೇಗೌಡ [639,715,1287,772]
chemistry-col1: ಕಲಬುರಗಿ: ರಸಾಯನಶಾಸ್ತ್ರವು ವಿಜ್ಞಾನದ ಒಂದು ಭಾಗ ಮಾತ್ರವಲ್ಲ, ಪ್ರೀತಿ, ಬದಲಾವಣೆ ಮತ್ತು ಜೀವನದ ಬಗ್ಗೆಯೂ ಮಾತಾಡುತ್ತದೆ ಎಂದು ಕರ್ನಾಟಕ ರಾಜ್ಯ ಪದವಿಪೂರ್ವ ಕಾಲೇಜುಗಳ ಪ್ರಾಚಾರ್ಯರ ಸಂಘದ ರಾಜ್ಯಾಧ್ಯಕ್ಷ ಡಾ ಜಿ ಬಿಈರೇಗೌಡ ಹೇಳಿದರು. ಅವರು ಶ್ರೀ ಗುರು ನಾಗಲಿಂಗೇಶ್ವರ ಕಾಲೇಜಿನಲ್ಲಿ ನಡೆದ ಕಲಬುರ್ಗಿ ಜಿಲ್ಲೆಯ ಪದವಿಪೂರ್ವ ಕಾಲೇಜುಗಳ ರಸಾಯನಶಾಸ್ತ್ರ ಉಪನ್ಯಾಸಕರ ವೇದಿಕೆಯ 25 ನೇ ವರ್ಷದ ಬೆಳ್ಳಿ ಹಬ್ಬ ಕಾರ್ಯಕ್ರಮದ ಮುಖ್ಯ ಅತಿಥಿಗಳಾಗಿ [405,841,690,1009]
footer-line2: H. Kamble at H.K. Printing Press, Shop No.3, Kandkoor Complex, Near Veerashaiva Kalyan Mantap, YADGIRI-585201, Karnataka, Editor: Shivaranjan Satyampete. [33,2323,1431,2375]
section-title: ರಾಜ್ಯ [1468,30,1528,72]
shyam-event-photo [280,1445,765,1725]
channabasava-col2: ರೂಪದ ವಚನಸ್ಮಾರಕದಲ್ಲಿ ನಿರ್ಮಾಣಗೊಂಡಿದ್ದು, ಶ್ರೀಗಳ ಸಾಧನೆ ಅಪಾರವಾಗಿದೆ. ಗ್ರಾಮದ ಭಕ್ತರಿಂದ ಶ್ರೀಗಳಿಗೆ ಶ್ರದ್ಧಾಂಜಲಿ ಅರ್ಪಿಸಲಾಯಿತು. ನಾಗಯ್ಯ ಹಿರೇಮಠ, ಪ್ರಭುಸ್ವಾಮಿ ಕೊಡೇಕಲ್ ಮಠ, ಶಂಕರ ನಿಕ್ಕಮ್, ಶರಣಪ್ಪ ಧನಶೆಟ್ಟಿ, ಬಸವರಾಜ ಬಿರಾದಾರ, ಭೀಮಣ್ಣ ಚನ್ನಾಕರ, ಸಿದ್ದಮ್ಮ ಬಾದರ್‌ಬಂಡಿ, ಮಲ್ಲಮ್ಮ ಬಿರಾದಾರ, ಅಂಬಿಕಾ ವಾಲಿ, ಎಮ್ಮಿಗನೂರು ಹೀರಾ, ಸಿದ್ದಮ್ಮ ಮರಾಠಾ, ಪಾರ್ವತಮ್ಮ ಬಾದ್ಲೆಲಿಂಗ. [1036,1735,1267,1903]
chemistry-headline-line1: ರಸಾಯನಶಾಸ್ತ್ರ ಕೇವಲ ವಿಜ್ಞಾನದ ಒಂದು ವಿಷಯವಲ್ಲ [553,653,1374,709]
hindi-byline: ಪ್ರಮಥವಾಣಿ.ಕಾಂ [33,1182,115,1199]
header-rule [33,90,1523,93]
shyam-headline-line1: ಬಿ. ಶ್ಯಾಮ ಸುಂದರ ಸಾಹೇಬರು, ಡಾ ಬಾಬಾ ಸಾಹೇಬ [115,1348,684,1387]
website-link[interactable]: pramathvani.com [100,59,291,84]
